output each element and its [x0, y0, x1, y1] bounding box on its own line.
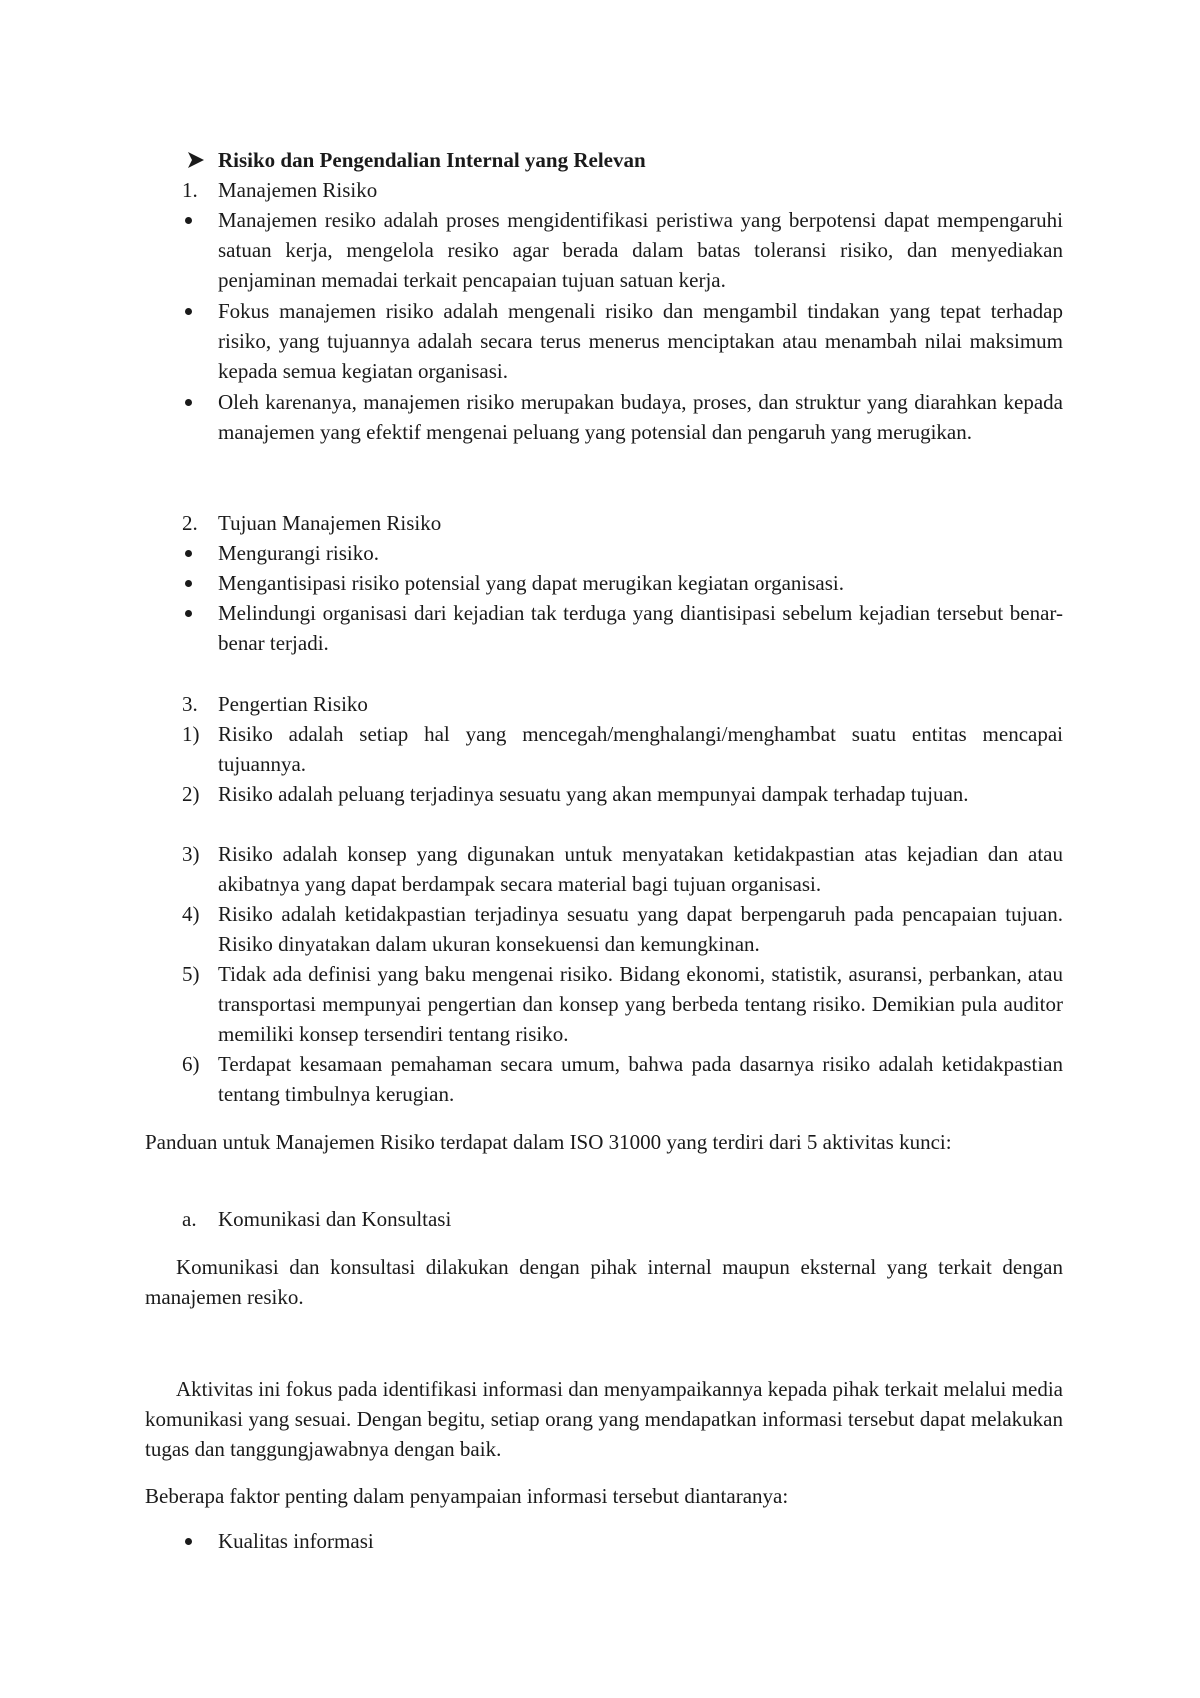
list-item-marker: 6) — [182, 1052, 200, 1076]
list-item-marker: 1) — [182, 722, 200, 746]
section-2-title: Tujuan Manajemen Risiko — [218, 511, 442, 535]
list-item-text: Terdapat kesamaan pemahaman secara umum, bahwa pada dasarnya risiko adalah ketidakpastian tentang timbulnya kerugian. — [218, 1052, 1063, 1106]
list-item-text: Manajemen resiko adalah proses mengidentifikasi peristiwa yang berpotensi dapat mempengaruhi satuan kerja, mengelola resiko agar berada dalam batas toleransi risiko, dan menyediakan penjaminan memadai terkait pencapaian tujuan satuan kerja. — [218, 208, 1063, 292]
list-item-text: Risiko adalah setiap hal yang mencegah/menghalangi/menghambat suatu entitas mencapai tujuannya. — [218, 722, 1063, 776]
list-item-text: Risiko adalah ketidakpastian terjadinya sesuatu yang dapat berpengaruh pada pencapaian tujuan. Risiko dinyatakan dalam ukuran konsekuensi dan kemungkinan. — [218, 902, 1063, 956]
list-item-marker: 5) — [182, 962, 200, 986]
iso-intro-paragraph: Panduan untuk Manajemen Risiko terdapat dalam ISO 31000 yang terdiri dari 5 aktivitas kunci: — [145, 1130, 952, 1154]
list-item-text: Mengurangi risiko. — [218, 541, 379, 565]
activity-a-title: Komunikasi dan Konsultasi — [218, 1207, 452, 1231]
list-item-text: Kualitas informasi — [218, 1529, 374, 1553]
list-item-marker: 4) — [182, 902, 200, 926]
list-item-text: Mengantisipasi risiko potensial yang dapat merugikan kegiatan organisasi. — [218, 571, 844, 595]
paragraph-communication: Komunikasi dan konsultasi dilakukan dengan pihak internal maupun eksternal yang terkait dengan manajemen resiko. — [145, 1255, 1063, 1309]
paragraph-factors-intro: Beberapa faktor penting dalam penyampaian informasi tersebut diantaranya: — [145, 1484, 789, 1508]
list-item-text: Melindungi organisasi dari kejadian tak terduga yang diantisipasi sebelum kejadian tersebut benar-benar terjadi. — [218, 601, 1063, 655]
list-item-marker: 2) — [182, 782, 200, 806]
list-item-marker: 3) — [182, 842, 200, 866]
section-3-title: Pengertian Risiko — [218, 692, 368, 716]
heading-text: Risiko dan Pengendalian Internal yang Relevan — [218, 148, 646, 172]
bullet-dot-icon — [185, 308, 192, 315]
list-item-text: Oleh karenanya, manajemen risiko merupakan budaya, proses, dan struktur yang diarahkan kepada manajemen yang efektif mengenai peluang yang potensial dan pengaruh yang merugikan. — [218, 390, 1063, 444]
bullet-dot-icon — [185, 217, 192, 224]
list-item-text: Risiko adalah konsep yang digunakan untuk menyatakan ketidakpastian atas kejadian dan atau akibatnya yang dapat berdampak secara material bagi tujuan organisasi. — [218, 842, 1063, 896]
list-item-text: Tidak ada definisi yang baku mengenai risiko. Bidang ekonomi, statistik, asuransi, perbankan, atau transportasi mempunyai pengertian dan konsep yang berbeda tentang risiko. Demikian pula auditor memiliki konsep tersendiri tentang risiko. — [218, 962, 1063, 1046]
section-2-number: 2. — [182, 511, 198, 535]
list-item-text: Fokus manajemen risiko adalah mengenali risiko dan mengambil tindakan yang tepat terhadap risiko, yang tujuannya adalah secara terus menerus menciptakan atau menambah nilai maksimum kepada semua kegiatan organisasi. — [218, 299, 1063, 383]
section-1-title: Manajemen Risiko — [218, 178, 378, 202]
bullet-dot-icon — [185, 399, 192, 406]
activity-a-marker: a. — [182, 1207, 197, 1231]
bullet-dot-icon — [185, 550, 192, 557]
paragraph-activity: Aktivitas ini fokus pada identifikasi informasi dan menyampaikannya kepada pihak terkait melalui media komunikasi yang sesuai. Dengan begitu, setiap orang yang mendapatkan informasi tersebut dapat melakukan tugas dan tanggungjawabnya dengan baik. — [145, 1377, 1063, 1461]
section-3-number: 3. — [182, 692, 198, 716]
bullet-dot-icon — [185, 610, 192, 617]
section-1-number: 1. — [182, 178, 198, 202]
bullet-dot-icon — [185, 580, 192, 587]
bullet-dot-icon — [185, 1538, 192, 1545]
arrow-bullet-icon — [186, 150, 206, 170]
list-item-text: Risiko adalah peluang terjadinya sesuatu yang akan mempunyai dampak terhadap tujuan. — [218, 782, 969, 806]
